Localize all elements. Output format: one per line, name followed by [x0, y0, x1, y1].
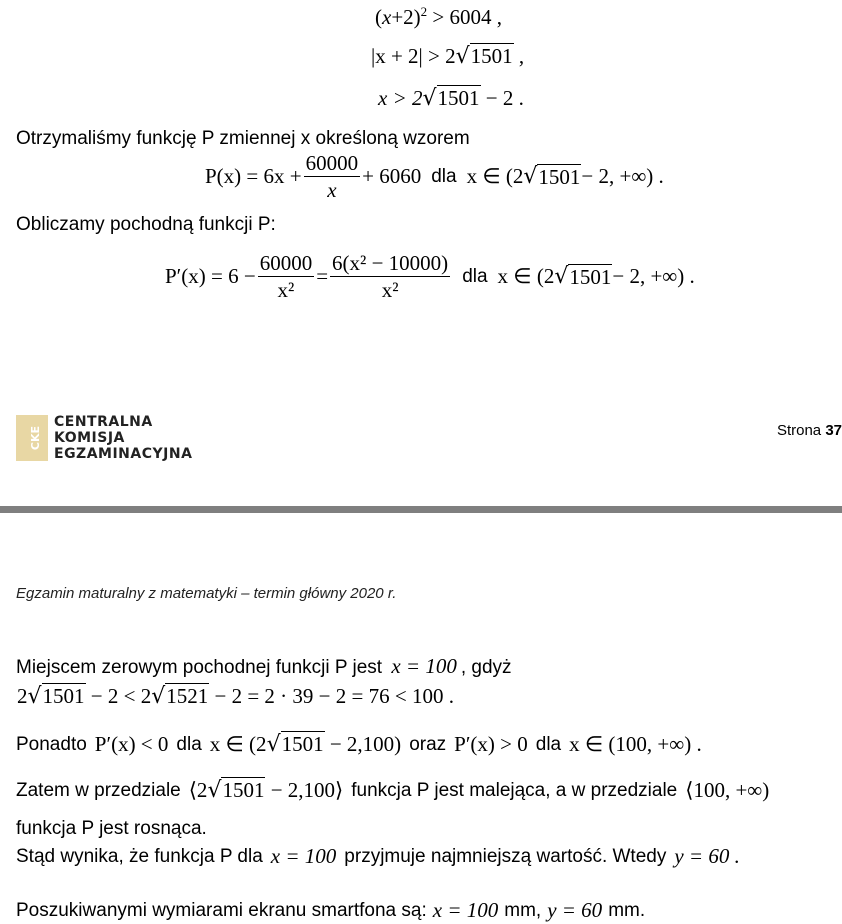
function-formula: P(x) = 6x + $\frac{60000}{x}$ + 6060 dla x ∈ (2 √ 1501 − 2, +∞) .: [205, 151, 664, 203]
equation-3: x > 2√1501 − 2 .: [378, 86, 524, 111]
line-minimum: Stąd wynika, że funkcja P dla x = 100 przyjmuje najmniejszą wartość. Wtedy y = 60 .: [16, 844, 740, 868]
line-zero-point: Miejscem zerowym pochodnej funkcji P jest x = 100 , gdyż: [16, 654, 512, 678]
line-inequality: 2√1501 − 2 < 2√1521 − 2 = 2 · 39 − 2 = 76 < 100 .: [17, 684, 454, 709]
cke-logo-icon: [16, 415, 48, 461]
page-separator: [0, 506, 842, 513]
line-sign-analysis: Ponadto P′(x) < 0 dla x ∈ (2√1501 − 2,100) oraz P′(x) > 0 dla x ∈ (100, +∞) .: [16, 732, 702, 757]
line-answer: Poszukiwanymi wymiarami ekranu smartfona są: x = 100 mm, y = 60 mm.: [16, 898, 646, 922]
page-header-title: Egzamin maturalny z matematyki – termin główny 2020 r.: [16, 585, 397, 602]
equation-2: |x + 2| > 2√1501 ,: [371, 44, 525, 69]
text-function-intro: Otrzymaliśmy funkcję P zmiennej x określoną wzorem: [16, 128, 470, 149]
equation-1: $(x+2)^2 > 6004$ ,: [375, 4, 503, 29]
derivative-formula: P′(x) = 6 − $\frac{60000}{\text{x²}}$ = $\frac{\text{6(x² − 10000)}}{\text{x²}}$ dla x ∈ (2 √ 1501 − 2, +∞) .: [165, 251, 695, 303]
logo-mark: CKE: [29, 425, 42, 451]
line-increasing: funkcja P jest rosnąca.: [16, 818, 207, 839]
text-derivative-intro: Obliczamy pochodną funkcji P:: [16, 214, 276, 235]
page-number: Strona 37: [776, 422, 842, 439]
line-monotonicity: Zatem w przedziale ⟨2√1501 − 2,100⟩ funkcja P jest malejąca, a w przedziale ⟨100, +∞): [16, 778, 770, 803]
fraction: $\frac{60000}{x}$: [305, 151, 359, 203]
logo-text: CENTRALNA KOMISJA EGZAMINACYJNA: [54, 414, 193, 462]
